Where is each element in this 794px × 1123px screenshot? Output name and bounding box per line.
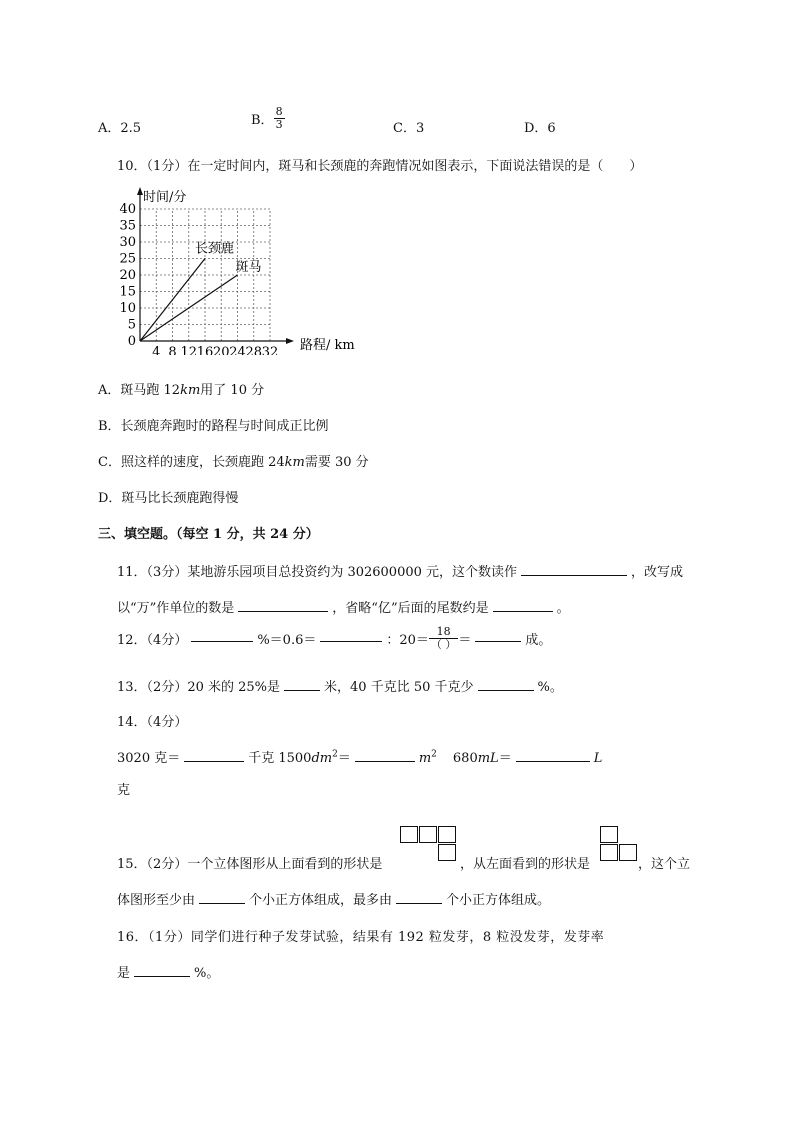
x-tick-label: 8 [168, 345, 177, 355]
q12-text: ：20＝ [386, 633, 429, 648]
q14-text: ＝ [498, 751, 512, 766]
q9-option-b [251, 106, 285, 131]
q14-text: 3020 克＝ [117, 751, 181, 766]
answer-blank[interactable] [284, 678, 320, 691]
q12-text: %＝0.6＝ [257, 633, 317, 648]
q11-text: 11．（3分）某地游乐园项目总投资约为 302600000 元，这个数读作 [117, 565, 518, 580]
square-cell [619, 844, 637, 861]
y-tick-label: 30 [119, 235, 136, 250]
unit-dm: dm [311, 751, 333, 766]
x-tick-label: 32 [261, 345, 279, 355]
q15-line2 [117, 889, 550, 908]
superscript: 2 [332, 749, 338, 760]
q10-option-a [98, 379, 264, 398]
q10-option-c [98, 451, 369, 470]
answer-blank[interactable] [134, 964, 190, 977]
option-text: C．照这样的速度，长颈鹿跑 24 [98, 455, 285, 470]
square-cell [600, 844, 618, 861]
q16-text: 是 [117, 966, 131, 981]
q10-stem: 10．（1分）在一定时间内，斑马和长颈鹿的奔跑情况如图表示，下面说法错误的是（ ） [117, 159, 643, 174]
q14-tail: 克 [117, 783, 131, 798]
x-tick-label: 16 [196, 345, 214, 355]
y-tick-label: 25 [119, 251, 136, 267]
x-axis-arrow [286, 338, 294, 344]
y-tick-label: 35 [119, 218, 136, 234]
fraction-denominator[interactable]: （ ） [430, 638, 457, 651]
x-tick-label: 12 [180, 345, 198, 355]
q14-text: ＝ [337, 751, 351, 766]
answer-blank[interactable] [521, 563, 627, 576]
unit-km: km [180, 383, 201, 398]
top-view-figure [400, 826, 460, 866]
q13-text: 13．（2分）20 米的 25%是 [117, 680, 281, 695]
q15-line1-part2: ，从左面看到的形状是 [460, 857, 591, 872]
fraction-numerator: 8 [275, 105, 283, 118]
option-text: A．斑马跑 12 [98, 383, 181, 398]
q14-head: 14．（4分） [117, 715, 188, 730]
superscript: 2 [431, 749, 437, 760]
y-tick-label: 20 [119, 268, 136, 283]
q12-text: 12．（4分） [117, 633, 188, 648]
unit-ml: mL [477, 751, 499, 766]
fraction-denominator: 3 [275, 118, 283, 131]
unit-km: km [284, 455, 305, 470]
square-cell [438, 844, 456, 861]
q16-line2 [117, 962, 219, 981]
y-axis-label: 时间/分 [143, 190, 187, 205]
q13-text: %。 [537, 680, 563, 695]
answer-blank[interactable] [191, 629, 253, 642]
answer-blank[interactable] [355, 749, 415, 762]
y-tick-label: 0 [127, 334, 136, 349]
q9-option-d: D．6 [524, 121, 556, 136]
x-axis-label: 路程/ km [300, 338, 355, 353]
q12-fraction [429, 626, 459, 651]
y-tick-label: 5 [127, 317, 136, 333]
answer-blank[interactable] [493, 599, 553, 612]
answer-blank[interactable] [396, 891, 442, 904]
unit-m: m [418, 751, 432, 766]
q14-text: 千克 1500 [248, 751, 312, 766]
answer-blank[interactable] [478, 678, 534, 691]
q16-line1: 16．（1分）同学们进行种子发芽试验，结果有 192 粒发芽，8 粒没发芽，发芽率 [117, 930, 605, 945]
answer-blank[interactable] [320, 629, 382, 642]
answer-blank[interactable] [516, 749, 590, 762]
q13-text: 米，40 千克比 50 千克少 [324, 680, 474, 695]
q9-option-a: A．2.5 [98, 121, 142, 136]
left-view-figure [600, 826, 640, 866]
square-cell [438, 826, 456, 843]
q9-option-c: C．3 [393, 121, 425, 136]
square-cell [400, 826, 418, 843]
option-text-tail: 需要 30 分 [304, 455, 369, 470]
y-tick-label: 15 [119, 284, 136, 300]
q10-chart [118, 185, 368, 355]
q9-option-b-fraction [274, 106, 285, 131]
q15-line1-part3: ，这个立 [638, 857, 691, 872]
series-label: 斑马 [235, 260, 262, 275]
q12-text: ＝ [458, 633, 472, 648]
x-tick-label: 4 [152, 345, 161, 355]
q12-text: 成。 [525, 633, 552, 648]
square-cell [419, 826, 437, 843]
q15-text: 体图形至少由 [117, 893, 196, 908]
q9-option-b-label: B． [251, 113, 274, 128]
q15-line1-part1: 15．（2分）一个立体图形从上面看到的形状是 [117, 857, 383, 872]
q11-text-tail: ，改写成 [631, 565, 684, 580]
q11-line1 [117, 561, 683, 580]
answer-blank[interactable] [238, 599, 328, 612]
q10-option-b: B．长颈鹿奔跑时的路程与时间成正比例 [98, 419, 329, 434]
q11-text: ，省略“亿”后面的尾数约是 [332, 601, 489, 616]
q15-text: 个小正方体组成，最多由 [249, 893, 393, 908]
answer-blank[interactable] [184, 749, 244, 762]
q13-line [117, 676, 563, 695]
q11-text: 。 [556, 601, 570, 616]
q14-line [117, 747, 602, 766]
y-tick-label: 40 [119, 202, 136, 217]
square-cell [600, 826, 618, 843]
option-text-tail: 用了 10 分 [200, 383, 265, 398]
section-title: 三、填空题。（每空 1 分，共 24 分） [98, 527, 319, 542]
q12-line [117, 626, 551, 651]
answer-blank[interactable] [475, 629, 521, 642]
q15-text: 个小正方体组成。 [446, 893, 551, 908]
x-tick-label: 24 [229, 345, 246, 355]
fraction-numerator: 18 [429, 626, 459, 639]
q11-text: 以“万”作单位的数是 [117, 601, 235, 616]
x-tick-label: 20 [212, 345, 230, 355]
y-tick-label: 10 [119, 301, 136, 316]
answer-blank[interactable] [199, 891, 245, 904]
q14-text: 680 [452, 751, 478, 766]
x-tick-label: 28 [245, 345, 263, 355]
series-label: 长颈鹿 [195, 241, 235, 257]
q10-option-d: D．斑马比长颈鹿跑得慢 [98, 491, 239, 506]
unit-l: L [593, 751, 603, 766]
q11-line2 [117, 597, 570, 616]
q16-text: %。 [194, 966, 220, 981]
